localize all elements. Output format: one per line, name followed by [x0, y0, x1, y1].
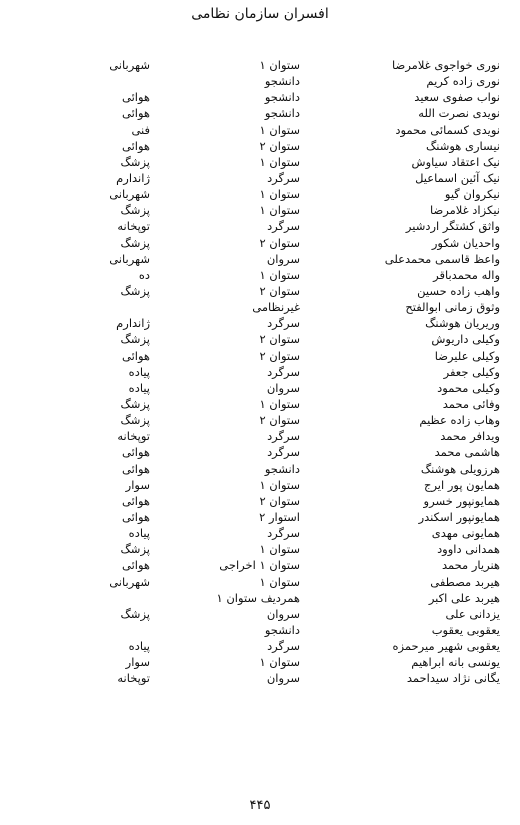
list-item [60, 638, 500, 654]
officer-branch: هوائی [122, 348, 150, 363]
officer-name: وفائی محمد [442, 396, 500, 411]
officer-name: ویدافر محمد [440, 429, 500, 444]
list-item [60, 57, 500, 73]
officer-branch: هوائی [122, 461, 150, 476]
list-item [60, 89, 500, 105]
list-item [60, 299, 500, 315]
list-item [60, 170, 500, 186]
officer-name: وهاب زاده عظیم [419, 413, 500, 428]
officer-branch: پزشگ [120, 606, 150, 621]
officer-rank: ستوان ۱ اخراجی [219, 558, 300, 573]
list-item [60, 138, 500, 154]
list-item [60, 315, 500, 331]
officer-rank: ستوان ۱ [259, 58, 300, 72]
officer-name: همایون پور ایرج [424, 477, 500, 492]
officer-rank: ستوان ۲ [259, 283, 300, 298]
officer-rank: ستوان ۱ [259, 187, 300, 202]
list-item [60, 105, 500, 121]
list-item [60, 267, 500, 283]
list-item [60, 218, 500, 234]
officer-name: یعقوبی شهیر میرحمزه [392, 639, 500, 654]
officer-rank: سرگرد [267, 526, 300, 541]
officer-branch: شهربانی [109, 58, 150, 72]
officer-branch: پزشگ [120, 203, 150, 218]
officer-branch: پزشگ [120, 154, 150, 169]
list-item [60, 493, 500, 509]
officer-name: هیربد مصطفی [430, 574, 500, 589]
officer-rank: ستوان ۲ [259, 413, 300, 428]
officer-rank: ستوان ۱ [259, 154, 300, 169]
officer-name: وکیلی داریوش [431, 332, 500, 347]
officer-name: همدانی داوود [437, 542, 500, 557]
list-item [60, 154, 500, 170]
officer-branch: پیاده [128, 526, 150, 541]
officer-rank: ستوان ۱ [259, 203, 300, 218]
officer-branch: ده [138, 267, 150, 282]
list-item [60, 541, 500, 557]
officer-rank: ستوان ۱ [259, 267, 300, 282]
officer-rank: غیرنظامی [252, 300, 300, 315]
officer-rank: ستوان ۲ [259, 138, 300, 153]
officer-rank: ستوان ۱ [259, 542, 300, 557]
list-item [60, 622, 500, 638]
officer-rank: ستوان ۲ [259, 493, 300, 508]
officer-branch: هوائی [122, 106, 150, 121]
list-item [60, 654, 500, 670]
list-item [60, 283, 500, 299]
officer-branch: شهربانی [109, 187, 150, 202]
officer-name: وثوق زمانی ابوالفتح [405, 300, 500, 315]
list-item [60, 186, 500, 202]
officer-name: نوری زاده کریم [426, 74, 500, 89]
officer-rank: سرگرد [267, 445, 300, 460]
officer-name: وکیلی محمود [437, 380, 500, 395]
list-item [60, 606, 500, 622]
officer-name: هنریار محمد [441, 558, 500, 573]
list-item [60, 348, 500, 364]
officer-name: واهب زاده حسین [417, 283, 500, 298]
officer-branch: پزشگ [120, 283, 150, 298]
officer-branch: هوائی [122, 509, 150, 524]
list-item [60, 235, 500, 251]
officer-name: واله محمدباقر [433, 267, 500, 282]
officer-name: واحدیان شکور [431, 235, 500, 250]
officer-rank: سرگرد [267, 170, 300, 185]
officer-branch: ژاندارم [116, 316, 150, 331]
list-item [60, 574, 500, 590]
officer-rank: همردیف ستوان ۱ [216, 590, 300, 605]
officer-rank: سرگرد [267, 316, 300, 331]
officer-rank: دانشجو [264, 461, 300, 476]
list-item [60, 525, 500, 541]
list-item [60, 509, 500, 525]
officer-branch: شهربانی [109, 574, 150, 589]
officer-rank: استوار ۲ [259, 509, 300, 524]
officer-rank: سروان [266, 671, 300, 686]
officer-branch: هوائی [122, 493, 150, 508]
officer-name: نیساری هوشنگ [425, 138, 500, 153]
list-item [60, 670, 500, 686]
officer-name: هاشمی محمد [434, 445, 500, 460]
officer-branch: شهربانی [109, 251, 150, 266]
officer-branch: پیاده [128, 380, 150, 395]
officer-name: هرزویلی هوشنگ [420, 461, 500, 476]
list-item [60, 412, 500, 428]
officer-branch: توپخانه [117, 219, 150, 234]
officer-branch: هوائی [122, 138, 150, 153]
officer-name: نویدی کسمائی محمود [395, 122, 500, 137]
officer-name: نیک اعتقاد سیاوش [411, 154, 500, 169]
officer-rank: ستوان ۱ [259, 396, 300, 411]
officer-rank: ستوان ۱ [259, 574, 300, 589]
officer-rank: ستوان ۲ [259, 235, 300, 250]
officer-branch: هوائی [122, 445, 150, 460]
officer-name: نیکروان گیو [444, 187, 500, 202]
officer-rank: ستوان ۱ [259, 655, 300, 670]
officer-branch: پزشگ [120, 235, 150, 250]
officer-rank: ستوان ۲ [259, 348, 300, 363]
list-item [60, 380, 500, 396]
officer-name: هیربد علی اکبر [428, 590, 500, 605]
page-number: ۴۴۵ [249, 798, 271, 813]
officer-name: همایونپور اسکندر [418, 509, 500, 524]
officer-branch: سوار [125, 477, 150, 492]
list-item [60, 331, 500, 347]
officer-rank: ستوان ۱ [259, 477, 300, 492]
officer-name: نیک آئین اسماعیل [415, 170, 500, 185]
officer-rank: دانشجو [264, 74, 300, 89]
officer-rank: دانشجو [264, 90, 300, 105]
officer-branch: توپخانه [117, 671, 150, 686]
officer-name: همایونی مهدی [431, 526, 500, 541]
officer-name: وریریان هوشنگ [425, 316, 500, 331]
officer-branch: هوائی [122, 90, 150, 105]
list-item [60, 202, 500, 218]
list-item [60, 428, 500, 444]
officer-branch: توپخانه [117, 429, 150, 444]
officer-name: یزدانی علی [445, 606, 500, 621]
list-item [60, 444, 500, 460]
officer-branch: پزشگ [120, 396, 150, 411]
list-item [60, 73, 500, 89]
list-item [60, 477, 500, 493]
officer-name: یونسی بانه ابراهیم [411, 655, 500, 670]
officer-rank: سرگرد [267, 429, 300, 444]
officer-branch: پیاده [128, 364, 150, 379]
officer-branch: سوار [125, 655, 150, 670]
officer-rank: سروان [266, 251, 300, 266]
officer-branch: هوائی [122, 558, 150, 573]
officer-rank: ستوان ۱ [259, 122, 300, 137]
list-item [60, 461, 500, 477]
officer-name: واعظ قاسمی محمدعلی [384, 251, 500, 266]
officer-list [60, 57, 500, 686]
officer-name: نواب صفوی سعید [414, 90, 500, 105]
page-title: افسران سازمان نظامی [191, 6, 329, 22]
officer-name: وکیلی جعفر [443, 364, 500, 379]
officer-branch: پزشگ [120, 332, 150, 347]
officer-rank: دانشجو [264, 622, 300, 637]
list-item [60, 557, 500, 573]
officer-rank: دانشجو [264, 106, 300, 121]
officer-branch: پزشگ [120, 413, 150, 428]
officer-branch: پزشگ [120, 542, 150, 557]
officer-name: یگانی نژاد سیداحمد [406, 671, 500, 686]
officer-name: یعقوبی یعقوب [431, 622, 500, 637]
officer-rank: ستوان ۲ [259, 332, 300, 347]
list-item [60, 590, 500, 606]
officer-name: وکیلی علیرضا [434, 348, 500, 363]
officer-rank: سرگرد [267, 639, 300, 654]
list-item [60, 251, 500, 267]
officer-rank: سروان [266, 606, 300, 621]
officer-name: واثق کشتگر اردشیر [405, 219, 500, 234]
officer-branch: پیاده [128, 639, 150, 654]
list-item [60, 122, 500, 138]
list-item [60, 364, 500, 380]
officer-name: همایونپور خسرو [423, 493, 500, 508]
officer-name: نویدی نصرت الله [418, 106, 500, 121]
list-item [60, 396, 500, 412]
officer-name: نیکزاد غلامرضا [430, 203, 500, 218]
officer-rank: سرگرد [267, 219, 300, 234]
officer-branch: فنی [131, 122, 150, 137]
officer-branch: ژاندارم [116, 170, 150, 185]
officer-name: نوری خواجوی غلامرضا [392, 58, 500, 72]
officer-rank: سرگرد [267, 364, 300, 379]
officer-rank: سروان [266, 380, 300, 395]
